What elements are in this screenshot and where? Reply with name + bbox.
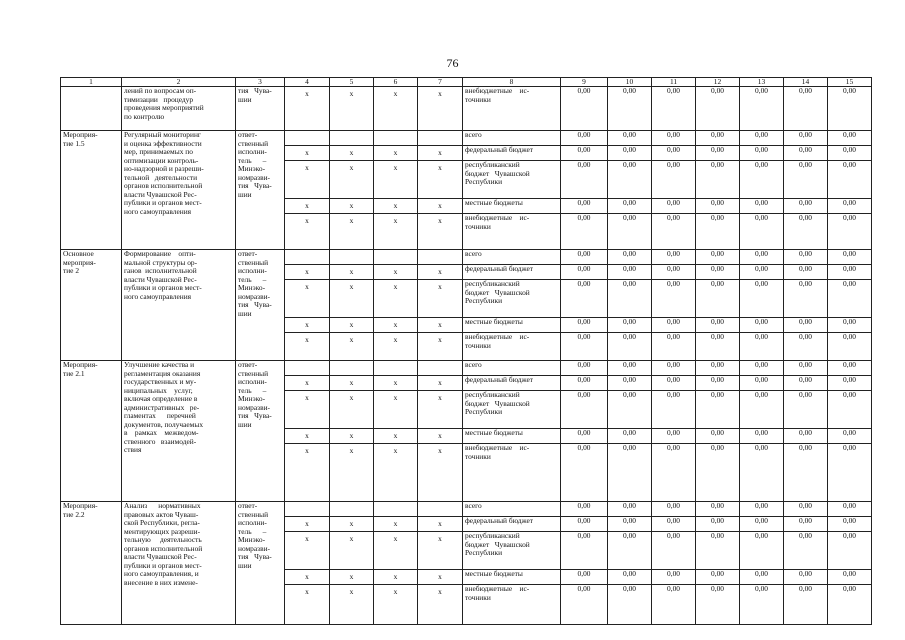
value-cell: 0,00: [828, 517, 872, 532]
x-mark: x: [330, 214, 374, 250]
event-name: Мероприя- тие 2.2: [61, 502, 122, 625]
value-cell: 0,00: [608, 429, 652, 444]
x-mark: x: [418, 517, 463, 532]
x-mark: x: [330, 318, 374, 333]
value-cell: 0,00: [608, 87, 652, 131]
value-cell: 0,00: [784, 250, 828, 265]
value-cell: 0,00: [784, 532, 828, 570]
value-cell: 0,00: [696, 376, 740, 391]
value-cell: 0,00: [828, 318, 872, 333]
x-mark: x: [418, 376, 463, 391]
value-cell: 0,00: [652, 214, 696, 250]
value-cell: 0,00: [740, 333, 784, 361]
x-mark: x: [418, 585, 463, 625]
value-cell: 0,00: [740, 199, 784, 214]
x-mark: x: [374, 585, 418, 625]
header-col-8: 8: [463, 78, 561, 87]
value-cell: 0,00: [652, 131, 696, 146]
value-cell: 0,00: [608, 376, 652, 391]
funding-source: всего: [463, 250, 561, 265]
value-cell: 0,00: [784, 361, 828, 376]
funding-source: федеральный бюджет: [463, 517, 561, 532]
value-cell: 0,00: [784, 265, 828, 280]
value-cell: 0,00: [652, 250, 696, 265]
value-cell: 0,00: [652, 161, 696, 199]
value-cell: 0,00: [740, 214, 784, 250]
funding-source: местные бюджеты: [463, 429, 561, 444]
x-mark: x: [374, 532, 418, 570]
value-cell: 0,00: [828, 502, 872, 517]
value-cell: 0,00: [561, 532, 608, 570]
value-cell: 0,00: [608, 250, 652, 265]
x-mark: x: [285, 199, 330, 214]
cont-description: лений по вопросам оп- тимизации процедур проведения мероприятий по контролю: [122, 87, 236, 131]
value-cell: 0,00: [652, 570, 696, 585]
x-mark: x: [418, 280, 463, 318]
header-col-5: 5: [330, 78, 374, 87]
x-mark: x: [330, 333, 374, 361]
value-cell: 0,00: [561, 502, 608, 517]
value-cell: 0,00: [696, 585, 740, 625]
x-mark: x: [285, 146, 330, 161]
x-mark: x: [285, 517, 330, 532]
value-cell: 0,00: [561, 265, 608, 280]
value-cell: 0,00: [561, 214, 608, 250]
value-cell: 0,00: [828, 265, 872, 280]
header-col-7: 7: [418, 78, 463, 87]
value-cell: 0,00: [608, 333, 652, 361]
value-cell: 0,00: [696, 570, 740, 585]
funding-source: всего: [463, 502, 561, 517]
value-cell: 0,00: [652, 376, 696, 391]
value-cell: 0,00: [740, 361, 784, 376]
value-cell: 0,00: [652, 502, 696, 517]
value-cell: 0,00: [740, 376, 784, 391]
funding-source: местные бюджеты: [463, 199, 561, 214]
x-mark: x: [418, 161, 463, 199]
value-cell: 0,00: [784, 87, 828, 131]
x-mark: x: [374, 376, 418, 391]
funding-source: всего: [463, 361, 561, 376]
x-mark: x: [285, 376, 330, 391]
x-mark: x: [374, 214, 418, 250]
table-row: [61, 502, 872, 517]
header-col-2: 2: [122, 78, 236, 87]
value-cell: 0,00: [784, 318, 828, 333]
value-cell: 0,00: [652, 333, 696, 361]
page-number: 76: [446, 56, 459, 70]
x-mark: [418, 250, 463, 265]
value-cell: 0,00: [828, 361, 872, 376]
responsible-executor: ответ- ственный исполни- тель – Минэко- номразви- тия Чува- шии: [236, 131, 285, 250]
x-mark: x: [418, 333, 463, 361]
value-cell: 0,00: [608, 146, 652, 161]
value-cell: 0,00: [740, 250, 784, 265]
value-cell: 0,00: [828, 131, 872, 146]
funding-source: внебюджетные ис- точники: [463, 444, 561, 502]
x-mark: x: [285, 161, 330, 199]
header-col-15: 15: [828, 78, 872, 87]
responsible-executor: ответ- ственный исполни- тель – Минэко- номразви- тия Чува- шии: [236, 250, 285, 361]
x-mark: x: [330, 517, 374, 532]
value-cell: 0,00: [608, 131, 652, 146]
value-cell: 0,00: [652, 532, 696, 570]
x-mark: [418, 502, 463, 517]
value-cell: 0,00: [828, 585, 872, 625]
event-description: Регулярный мониторинг и оценка эффективности мер, принимаемых по оптимизации контроль- но-надзорной и разреши- тельной деятельности органов исполнительной власти Чувашской Рес- публики и органов мест- ного самоуправления: [122, 131, 236, 250]
x-mark: [418, 131, 463, 146]
x-mark: x: [330, 570, 374, 585]
x-mark: [285, 502, 330, 517]
value-cell: 0,00: [561, 250, 608, 265]
value-cell: 0,00: [784, 161, 828, 199]
x-mark: x: [418, 214, 463, 250]
x-mark: x: [330, 161, 374, 199]
value-cell: 0,00: [696, 502, 740, 517]
x-mark: x: [330, 376, 374, 391]
x-mark: [330, 250, 374, 265]
value-cell: 0,00: [561, 280, 608, 318]
header-col-3: 3: [236, 78, 285, 87]
x-mark: x: [330, 585, 374, 625]
value-cell: 0,00: [652, 146, 696, 161]
table-row: [61, 131, 872, 146]
header-col-1: 1: [61, 78, 122, 87]
value-cell: 0,00: [561, 517, 608, 532]
value-cell: 0,00: [561, 585, 608, 625]
value-cell: 0,00: [828, 199, 872, 214]
x-mark: x: [285, 280, 330, 318]
funding-source: внебюджетные ис- точники: [463, 87, 561, 131]
x-mark: [418, 361, 463, 376]
event-name: Основное мероприя- тие 2: [61, 250, 122, 361]
value-cell: 0,00: [828, 570, 872, 585]
value-cell: 0,00: [608, 214, 652, 250]
value-cell: 0,00: [561, 146, 608, 161]
value-cell: 0,00: [696, 318, 740, 333]
value-cell: 0,00: [652, 391, 696, 429]
value-cell: 0,00: [696, 532, 740, 570]
value-cell: 0,00: [652, 429, 696, 444]
x-mark: x: [285, 265, 330, 280]
responsible-executor: ответ- ственный исполни- тель – Минэко- номразви- тия Чува- шии: [236, 502, 285, 625]
x-mark: x: [374, 333, 418, 361]
x-mark: x: [330, 265, 374, 280]
x-mark: x: [285, 429, 330, 444]
value-cell: 0,00: [652, 87, 696, 131]
value-cell: 0,00: [652, 444, 696, 502]
value-cell: 0,00: [561, 87, 608, 131]
value-cell: 0,00: [696, 250, 740, 265]
value-cell: 0,00: [696, 517, 740, 532]
value-cell: 0,00: [740, 444, 784, 502]
value-cell: 0,00: [784, 333, 828, 361]
x-mark: x: [330, 146, 374, 161]
value-cell: 0,00: [740, 532, 784, 570]
value-cell: 0,00: [608, 199, 652, 214]
value-cell: 0,00: [608, 570, 652, 585]
value-cell: 0,00: [652, 585, 696, 625]
x-mark: [285, 361, 330, 376]
value-cell: 0,00: [784, 570, 828, 585]
value-cell: 0,00: [784, 376, 828, 391]
x-mark: x: [374, 199, 418, 214]
value-cell: 0,00: [696, 265, 740, 280]
funding-source: местные бюджеты: [463, 570, 561, 585]
x-mark: x: [418, 570, 463, 585]
x-mark: [374, 502, 418, 517]
value-cell: 0,00: [828, 214, 872, 250]
value-cell: 0,00: [784, 146, 828, 161]
event-name: Мероприя- тие 1.5: [61, 131, 122, 250]
funding-source: республиканский бюджет Чувашской Республики: [463, 391, 561, 429]
funding-source: федеральный бюджет: [463, 265, 561, 280]
value-cell: 0,00: [740, 502, 784, 517]
value-cell: 0,00: [696, 333, 740, 361]
funding-source: всего: [463, 131, 561, 146]
responsible-executor: ответ- ственный исполни- тель – Минэко- номразви- тия Чува- шии: [236, 361, 285, 502]
x-mark: x: [374, 146, 418, 161]
value-cell: 0,00: [740, 87, 784, 131]
value-cell: 0,00: [740, 161, 784, 199]
value-cell: 0,00: [828, 376, 872, 391]
x-mark: x: [374, 280, 418, 318]
cont-col1: [61, 87, 122, 131]
value-cell: 0,00: [696, 444, 740, 502]
value-cell: 0,00: [784, 131, 828, 146]
event-description: Улучшение качества и регламентация оказания государственных и му- ниципальных услуг, включая определение в административных ре- гламентах перечней документов, получаемых в рамках межведом- ственного взаимодей- ствия: [122, 361, 236, 502]
header-col-13: 13: [740, 78, 784, 87]
value-cell: 0,00: [561, 391, 608, 429]
x-mark: x: [285, 585, 330, 625]
value-cell: 0,00: [561, 570, 608, 585]
value-cell: 0,00: [652, 280, 696, 318]
x-mark: [285, 250, 330, 265]
value-cell: 0,00: [561, 429, 608, 444]
x-mark: x: [374, 570, 418, 585]
value-cell: 0,00: [828, 161, 872, 199]
event-description: Анализ нормативных правовых актов Чуваш- ской Республики, регла- ментирующих разреши- тельную деятельность органов исполнительной власти Чувашской Рес- публики и органов мест- ного самоуправления, и внесение в них измене-: [122, 502, 236, 625]
header-row: [61, 78, 872, 87]
value-cell: 0,00: [828, 280, 872, 318]
value-cell: 0,00: [608, 161, 652, 199]
value-cell: 0,00: [740, 585, 784, 625]
x-mark: x: [330, 532, 374, 570]
header-col-9: 9: [561, 78, 608, 87]
value-cell: 0,00: [784, 199, 828, 214]
event-description: Формирование опти- мальной структуры ор- ганов исполнительной власти Чувашской Рес- публики и органов мест- ного самоуправления: [122, 250, 236, 361]
value-cell: 0,00: [608, 391, 652, 429]
value-cell: 0,00: [784, 214, 828, 250]
value-cell: 0,00: [696, 131, 740, 146]
x-mark: x: [374, 265, 418, 280]
value-cell: 0,00: [696, 214, 740, 250]
value-cell: 0,00: [740, 570, 784, 585]
value-cell: 0,00: [784, 502, 828, 517]
x-mark: [374, 250, 418, 265]
x-mark: [285, 131, 330, 146]
value-cell: 0,00: [784, 391, 828, 429]
x-mark: x: [374, 318, 418, 333]
value-cell: 0,00: [828, 532, 872, 570]
value-cell: 0,00: [740, 265, 784, 280]
value-cell: 0,00: [608, 280, 652, 318]
x-mark: x: [418, 199, 463, 214]
value-cell: 0,00: [652, 265, 696, 280]
value-cell: 0,00: [740, 391, 784, 429]
table-row: [61, 361, 872, 376]
funding-source: федеральный бюджет: [463, 376, 561, 391]
value-cell: 0,00: [784, 585, 828, 625]
funding-source: внебюджетные ис- точники: [463, 333, 561, 361]
header-col-14: 14: [784, 78, 828, 87]
funding-source: внебюджетные ис- точники: [463, 585, 561, 625]
funding-source: внебюджетные ис- точники: [463, 214, 561, 250]
x-mark: x: [285, 570, 330, 585]
value-cell: 0,00: [828, 444, 872, 502]
value-cell: 0,00: [608, 444, 652, 502]
x-mark: x: [418, 532, 463, 570]
x-mark: x: [330, 87, 374, 131]
value-cell: 0,00: [740, 280, 784, 318]
value-cell: 0,00: [652, 318, 696, 333]
value-cell: 0,00: [696, 280, 740, 318]
value-cell: 0,00: [828, 146, 872, 161]
value-cell: 0,00: [608, 265, 652, 280]
x-mark: x: [330, 391, 374, 429]
value-cell: 0,00: [608, 318, 652, 333]
funding-source: республиканский бюджет Чувашской Республики: [463, 280, 561, 318]
value-cell: 0,00: [652, 361, 696, 376]
value-cell: 0,00: [652, 517, 696, 532]
x-mark: x: [418, 318, 463, 333]
value-cell: 0,00: [608, 532, 652, 570]
value-cell: 0,00: [696, 429, 740, 444]
value-cell: 0,00: [561, 444, 608, 502]
x-mark: [330, 131, 374, 146]
value-cell: 0,00: [608, 361, 652, 376]
funding-source: республиканский бюджет Чувашской Республики: [463, 532, 561, 570]
value-cell: 0,00: [828, 333, 872, 361]
header-col-4: 4: [285, 78, 330, 87]
x-mark: x: [418, 146, 463, 161]
value-cell: 0,00: [828, 429, 872, 444]
value-cell: 0,00: [828, 87, 872, 131]
value-cell: 0,00: [696, 361, 740, 376]
value-cell: 0,00: [608, 585, 652, 625]
header-col-6: 6: [374, 78, 418, 87]
value-cell: 0,00: [740, 517, 784, 532]
value-cell: 0,00: [561, 318, 608, 333]
value-cell: 0,00: [784, 280, 828, 318]
x-mark: x: [330, 429, 374, 444]
value-cell: 0,00: [561, 131, 608, 146]
x-mark: x: [285, 87, 330, 131]
x-mark: x: [330, 280, 374, 318]
value-cell: 0,00: [784, 444, 828, 502]
value-cell: 0,00: [561, 161, 608, 199]
x-mark: x: [330, 199, 374, 214]
x-mark: x: [418, 265, 463, 280]
value-cell: 0,00: [608, 502, 652, 517]
value-cell: 0,00: [740, 318, 784, 333]
header-col-11: 11: [652, 78, 696, 87]
value-cell: 0,00: [740, 146, 784, 161]
x-mark: x: [285, 214, 330, 250]
x-mark: x: [374, 444, 418, 502]
x-mark: x: [374, 391, 418, 429]
x-mark: [374, 361, 418, 376]
value-cell: 0,00: [652, 199, 696, 214]
cont-executor: тия Чува- шии: [236, 87, 285, 131]
value-cell: 0,00: [561, 199, 608, 214]
value-cell: 0,00: [784, 429, 828, 444]
x-mark: x: [285, 318, 330, 333]
funding-source: республиканский бюджет Чувашской Республики: [463, 161, 561, 199]
x-mark: x: [285, 532, 330, 570]
x-mark: x: [330, 444, 374, 502]
x-mark: [330, 361, 374, 376]
value-cell: 0,00: [608, 517, 652, 532]
value-cell: 0,00: [696, 199, 740, 214]
value-cell: 0,00: [696, 87, 740, 131]
x-mark: x: [418, 87, 463, 131]
x-mark: x: [285, 444, 330, 502]
value-cell: 0,00: [696, 146, 740, 161]
value-cell: 0,00: [561, 333, 608, 361]
x-mark: x: [374, 161, 418, 199]
x-mark: [374, 131, 418, 146]
x-mark: x: [418, 391, 463, 429]
x-mark: x: [418, 444, 463, 502]
funding-source: федеральный бюджет: [463, 146, 561, 161]
value-cell: 0,00: [740, 131, 784, 146]
x-mark: x: [285, 333, 330, 361]
event-name: Мероприя- тие 2.1: [61, 361, 122, 502]
value-cell: 0,00: [740, 429, 784, 444]
x-mark: x: [285, 391, 330, 429]
x-mark: [330, 502, 374, 517]
value-cell: 0,00: [561, 361, 608, 376]
value-cell: 0,00: [696, 391, 740, 429]
x-mark: x: [374, 87, 418, 131]
value-cell: 0,00: [784, 517, 828, 532]
table-row: [61, 87, 872, 131]
x-mark: x: [418, 429, 463, 444]
header-col-10: 10: [608, 78, 652, 87]
budget-table: [60, 77, 872, 625]
funding-source: местные бюджеты: [463, 318, 561, 333]
table-row: [61, 250, 872, 265]
value-cell: 0,00: [828, 250, 872, 265]
value-cell: 0,00: [828, 391, 872, 429]
x-mark: x: [374, 517, 418, 532]
x-mark: x: [374, 429, 418, 444]
value-cell: 0,00: [561, 376, 608, 391]
value-cell: 0,00: [696, 161, 740, 199]
header-col-12: 12: [696, 78, 740, 87]
